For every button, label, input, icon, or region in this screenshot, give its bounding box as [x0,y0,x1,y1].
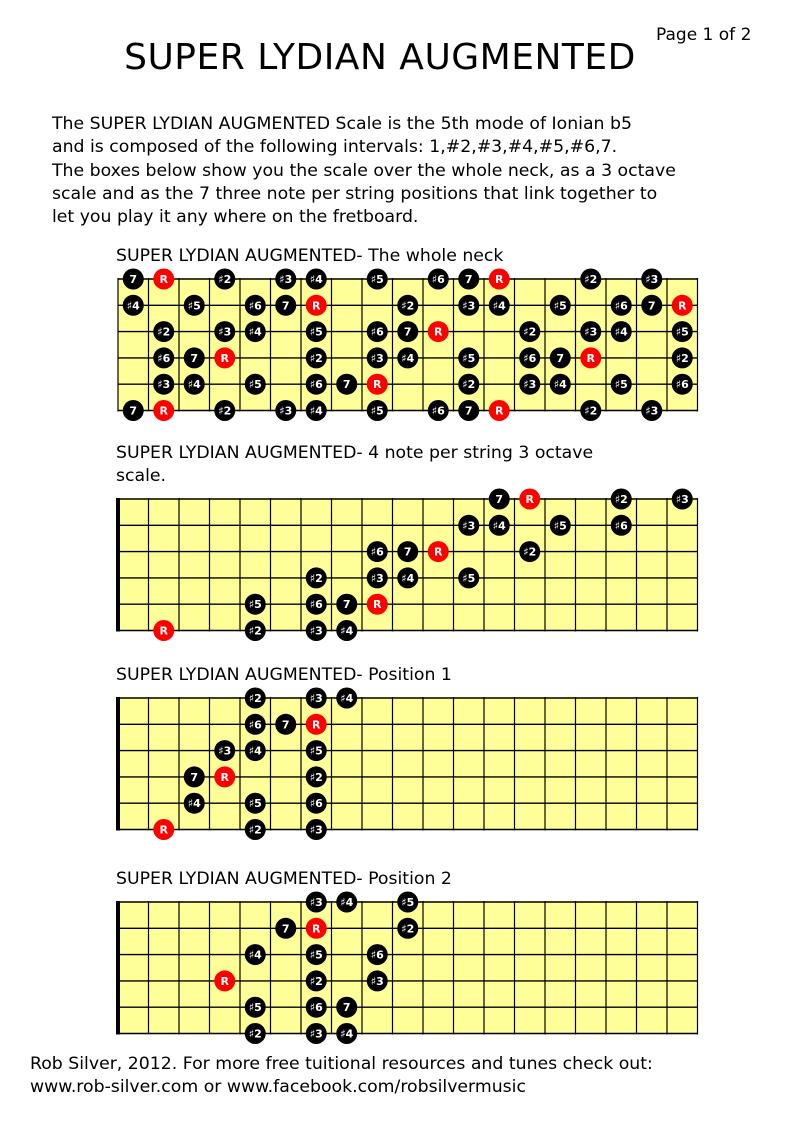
intro-line: The SUPER LYDIAN AUGMENTED Scale is the 5th mode of Ionian b5 [52,114,632,134]
note-label: ♯4 [401,351,415,365]
scale-note-dot [214,400,235,421]
scale-note-dot [428,400,449,421]
note-label: R [312,299,321,313]
note-label: ♯5 [248,378,262,392]
scale-note-dot [641,295,662,316]
note-label: ♯2 [248,624,262,638]
note-label: R [525,493,534,506]
note-label: R [495,404,504,418]
scale-note-dot [550,374,571,395]
note-label: ♯3 [309,823,323,837]
scale-note-dot [245,740,266,761]
note-label: ♯4 [401,571,415,585]
scale-note-dot [306,766,327,787]
section-title-line: SUPER LYDIAN AUGMENTED- 4 note per string 3 octave [116,443,594,463]
note-label: ♯3 [218,744,232,758]
note-label: 7 [403,325,412,339]
footer-line: Rob Silver, 2012. For more free tuitional resources and tunes check out: [30,1054,653,1074]
scale-note-dot [306,567,327,588]
intro-line: The boxes below show you the scale over the whole neck, as a 3 octave [52,160,676,181]
note-label: ♯5 [248,1001,262,1015]
note-label: 7 [403,545,412,559]
scale-note-dot [550,347,571,368]
scale-note-dot [458,567,479,588]
note-label: ♯4 [187,797,201,811]
scale-note-dot [458,400,479,421]
note-label: ♯5 [309,948,323,962]
note-label: 7 [647,299,656,313]
note-label: 7 [342,598,351,612]
scale-note-dot [397,295,418,316]
scale-note-dot [306,620,327,641]
note-label: R [312,922,321,936]
scale-note-dot [458,347,479,368]
note-label: R [159,404,168,418]
scale-note-dot [336,374,357,395]
note-label: ♯2 [218,404,232,418]
scale-note-dot [458,515,479,536]
root-note-dot [153,819,174,840]
root-note-dot [153,400,174,421]
scale-note-dot [306,374,327,395]
note-label: ♯2 [462,378,476,392]
note-label: R [220,770,229,784]
scale-note-dot [306,944,327,965]
note-label: ♯3 [309,896,323,909]
root-note-dot [672,295,693,316]
note-label: R [586,351,595,365]
scale-note-dot [519,374,540,395]
note-label: ♯6 [309,378,323,392]
note-label: ♯2 [401,922,415,936]
note-label: 7 [281,299,290,313]
scale-note-dot [306,1023,327,1044]
scale-note-dot [184,766,205,787]
scale-note-dot [672,347,693,368]
scale-note-dot [550,295,571,316]
note-label: ♯5 [401,896,415,909]
note-label: ♯4 [614,325,628,339]
note-label: ♯6 [309,1001,323,1015]
note-label: ♯5 [309,325,323,339]
root-note-dot [428,321,449,342]
scale-note-dot [306,400,327,421]
note-label: 7 [556,351,565,365]
scale-note-dot [489,489,510,510]
note-label: R [159,823,168,837]
scale-note-dot [306,740,327,761]
note-label: ♯3 [675,493,689,506]
note-label: ♯6 [614,519,628,533]
root-note-dot [428,541,449,562]
scale-note-dot [245,997,266,1018]
section-title-line: SUPER LYDIAN AUGMENTED- Position 1 [116,665,452,685]
root-note-dot [306,295,327,316]
note-label: 7 [342,1001,351,1015]
scale-note-dot [214,269,235,290]
note-label: ♯3 [462,519,476,533]
note-label: ♯2 [401,299,415,313]
intro-line: let you play it any where on the fretboard. [52,207,419,228]
note-label: ♯5 [462,351,476,365]
note-label: ♯2 [248,823,262,837]
scale-note-dot [214,321,235,342]
note-label: ♯2 [523,545,537,559]
note-label: ♯6 [248,718,262,732]
scale-note-dot [245,321,266,342]
scale-note-dot [245,374,266,395]
note-label: ♯2 [157,325,171,339]
note-label: R [159,273,168,286]
note-label: ♯6 [431,404,445,418]
scale-note-dot [153,374,174,395]
scale-note-dot [367,944,388,965]
note-label: ♯3 [645,273,659,286]
note-label: ♯4 [340,1027,354,1041]
scale-note-dot [245,793,266,814]
page-title: SUPER LYDIAN AUGMENTED [124,37,636,78]
scale-note-dot [611,321,632,342]
footer [30,1053,653,1099]
note-label: ♯3 [279,273,293,286]
note-label: ♯4 [248,325,262,339]
note-label: ♯4 [340,896,354,909]
intro-paragraph [52,113,772,229]
scale-note-dot [397,918,418,939]
note-label: ♯5 [553,299,567,313]
section-title-line: scale. [116,466,167,486]
note-label: ♯3 [309,692,323,705]
scale-note-dot [367,567,388,588]
scale-note-dot [367,541,388,562]
note-label: ♯5 [462,571,476,585]
scale-note-dot [367,269,388,290]
note-label: ♯6 [157,351,171,365]
note-label: ♯4 [553,378,567,392]
note-label: 7 [129,273,138,286]
note-label: ♯4 [187,378,201,392]
note-label: ♯4 [126,299,140,313]
scale-note-dot [458,269,479,290]
note-label: ♯2 [523,325,537,339]
scale-note-dot [306,997,327,1018]
scale-note-dot [123,295,144,316]
scale-note-dot [611,515,632,536]
note-label: ♯3 [523,378,537,392]
note-label: ♯4 [248,744,262,758]
scale-note-dot [336,688,357,709]
scale-note-dot [306,819,327,840]
note-label: ♯4 [340,624,354,638]
note-label: ♯2 [584,404,598,418]
scale-note-dot [397,347,418,368]
note-label: ♯5 [248,598,262,612]
note-label: ♯6 [675,378,689,392]
note-label: ♯3 [462,299,476,313]
root-note-dot [214,347,235,368]
scale-note-dot [153,321,174,342]
note-label: ♯3 [370,974,384,988]
section-title-position-1 [116,664,452,687]
fretboard-background [118,697,698,831]
scale-note-dot [519,347,540,368]
note-label: ♯6 [370,545,384,559]
scale-note-dot [580,400,601,421]
note-label: ♯2 [248,692,262,705]
note-label: ♯2 [218,273,232,286]
note-label: ♯6 [614,299,628,313]
note-label: 7 [281,718,290,732]
scale-note-dot [397,892,418,913]
note-label: ♯4 [309,273,323,286]
root-note-dot [153,269,174,290]
root-note-dot [489,400,510,421]
scale-note-dot [306,688,327,709]
note-label: ♯5 [248,797,262,811]
scale-note-dot [306,892,327,913]
fretboard-diagram-whole-neck [0,267,792,427]
fretboard-diagram-3-octave [0,487,792,647]
root-note-dot [214,970,235,991]
scale-note-dot [641,400,662,421]
scale-note-dot [580,269,601,290]
page-number: Page 1 of 2 [656,25,752,45]
scale-note-dot [245,620,266,641]
note-label: ♯3 [370,351,384,365]
scale-note-dot [428,269,449,290]
note-label: ♯6 [370,948,384,962]
note-label: ♯4 [340,692,354,705]
scale-note-dot [306,970,327,991]
scale-note-dot [306,793,327,814]
scale-note-dot [275,295,296,316]
scale-note-dot [489,295,510,316]
section-title-line: SUPER LYDIAN AUGMENTED- Position 2 [116,869,452,889]
note-label: ♯2 [309,351,323,365]
scale-note-dot [336,997,357,1018]
note-label: ♯6 [309,598,323,612]
scale-note-dot [214,740,235,761]
scale-note-dot [184,295,205,316]
scale-note-dot [580,321,601,342]
scale-note-dot [275,269,296,290]
scale-note-dot [275,918,296,939]
scale-note-dot [367,970,388,991]
note-label: R [220,351,229,365]
scale-note-dot [458,295,479,316]
scale-note-dot [123,269,144,290]
scale-note-dot [611,489,632,510]
note-label: R [678,299,687,313]
note-label: ♯5 [675,325,689,339]
scale-note-dot [245,594,266,615]
scale-note-dot [245,295,266,316]
note-label: ♯3 [645,404,659,418]
scale-note-dot [153,347,174,368]
root-note-dot [153,620,174,641]
scale-note-dot [397,567,418,588]
root-note-dot [519,489,540,510]
scale-note-dot [397,321,418,342]
scale-note-dot [397,541,418,562]
note-label: ♯3 [309,1027,323,1041]
scale-note-dot [123,400,144,421]
note-label: ♯5 [370,273,384,286]
scale-note-dot [306,347,327,368]
section-title-whole-neck [116,245,503,268]
root-note-dot [580,347,601,368]
scale-note-dot [245,944,266,965]
note-label: ♯4 [492,519,506,533]
note-label: ♯5 [553,519,567,533]
note-label: ♯4 [248,948,262,962]
note-label: R [373,378,382,392]
scale-note-dot [336,594,357,615]
note-label: ♯5 [614,378,628,392]
note-label: ♯3 [218,325,232,339]
scale-note-dot [641,269,662,290]
note-label: ♯6 [431,273,445,286]
note-label: ♯2 [309,974,323,988]
scale-note-dot [519,321,540,342]
intro-line: and is composed of the following intervals: 1,#2,#3,#4,#5,#6,7. [52,137,618,158]
note-label: R [434,325,443,339]
scale-note-dot [672,374,693,395]
scale-note-dot [550,515,571,536]
scale-note-dot [245,1023,266,1044]
scale-note-dot [336,620,357,641]
note-label: ♯2 [309,770,323,784]
root-note-dot [306,918,327,939]
root-note-dot [367,374,388,395]
note-label: ♯6 [248,299,262,313]
note-label: 7 [495,493,504,506]
scale-note-dot [611,374,632,395]
scale-note-dot [519,541,540,562]
note-label: ♯4 [309,404,323,418]
scale-note-dot [336,1023,357,1044]
note-label: ♯3 [279,404,293,418]
scale-note-dot [245,714,266,735]
note-label: ♯5 [187,299,201,313]
note-label: R [159,624,168,638]
note-label: ♯5 [309,744,323,758]
note-label: ♯6 [370,325,384,339]
note-label: 7 [281,922,290,936]
scale-note-dot [458,374,479,395]
note-label: ♯3 [370,571,384,585]
note-label: ♯2 [248,1027,262,1041]
root-note-dot [489,269,510,290]
note-label: ♯6 [523,351,537,365]
note-label: ♯2 [309,571,323,585]
scale-note-dot [184,347,205,368]
scale-note-dot [275,714,296,735]
scale-note-dot [672,489,693,510]
intro-line: scale and as the 7 three note per string positions that link together to [52,183,658,204]
root-note-dot [367,594,388,615]
note-label: 7 [464,273,473,286]
section-title-line: SUPER LYDIAN AUGMENTED- The whole neck [116,246,504,266]
note-label: ♯2 [584,273,598,286]
note-label: R [373,598,382,612]
scale-note-dot [306,594,327,615]
note-label: ♯6 [309,797,323,811]
scale-note-dot [184,793,205,814]
note-label: ♯4 [492,299,506,313]
scale-note-dot [275,400,296,421]
fretboard-diagram-position-2 [0,890,792,1050]
root-note-dot [214,766,235,787]
note-label: ♯3 [584,325,598,339]
scale-note-dot [336,892,357,913]
scale-note-dot [367,347,388,368]
scale-note-dot [245,688,266,709]
fretboard-background [118,498,698,632]
scale-note-dot [489,515,510,536]
note-label: 7 [464,404,473,418]
scale-note-dot [367,400,388,421]
section-title-position-2 [116,868,452,891]
note-label: 7 [342,378,351,392]
note-label: R [220,974,229,988]
note-label: ♯3 [157,378,171,392]
note-label: 7 [129,404,138,418]
scale-note-dot [611,295,632,316]
note-label: 7 [190,770,199,784]
note-label: 7 [190,351,199,365]
note-label: ♯5 [370,404,384,418]
note-label: ♯2 [675,351,689,365]
footer-line: www.rob-silver.com or www.facebook.com/robsilvermusic [30,1077,526,1097]
scale-note-dot [672,321,693,342]
note-label: R [312,718,321,732]
note-label: ♯2 [614,493,628,506]
root-note-dot [306,714,327,735]
note-label: R [434,545,443,559]
section-title-3-octave [116,442,593,488]
note-label: ♯3 [309,624,323,638]
scale-note-dot [306,269,327,290]
scale-note-dot [184,374,205,395]
scale-note-dot [306,321,327,342]
fretboard-diagram-position-1 [0,686,792,846]
note-label: R [495,273,504,286]
scale-note-dot [245,819,266,840]
scale-note-dot [367,321,388,342]
